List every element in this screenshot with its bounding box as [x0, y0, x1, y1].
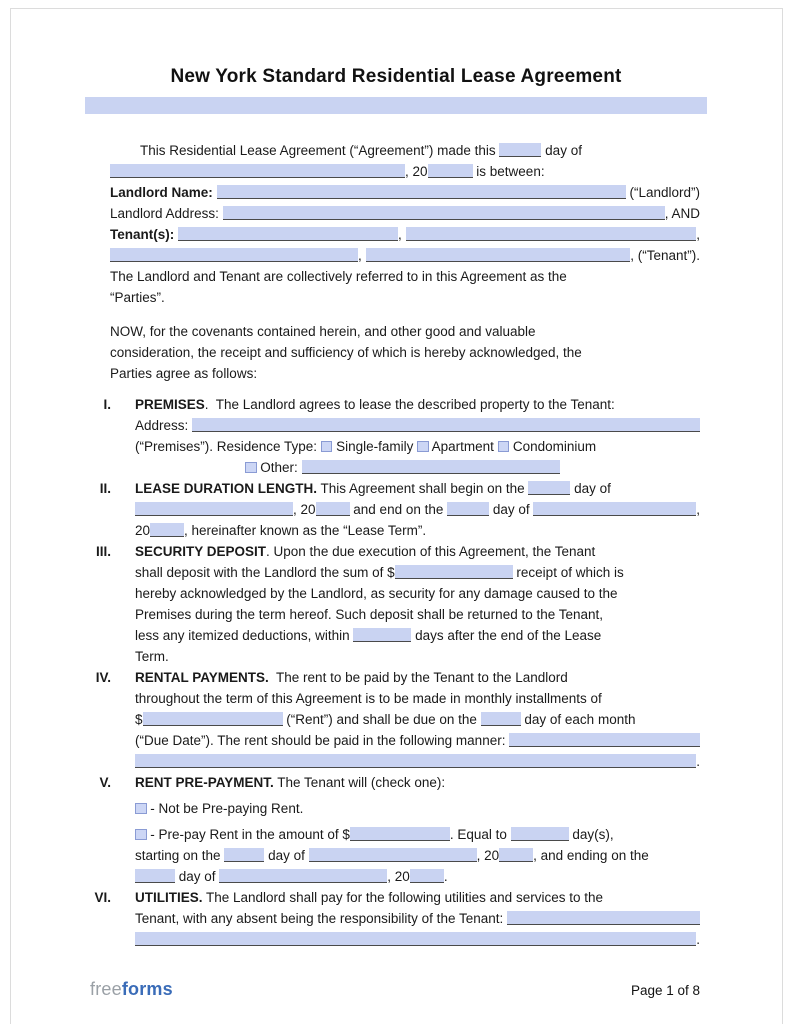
text-segment: .	[696, 932, 700, 947]
section-title: PREMISES	[135, 397, 205, 412]
prepay-end-month-blank[interactable]	[219, 869, 387, 883]
start-day-blank[interactable]	[528, 481, 570, 495]
text-segment: less any itemized deductions, within	[135, 628, 354, 643]
section-number: III.	[95, 544, 111, 559]
text-segment: The Landlord shall pay for the following utilities and services to the	[202, 890, 603, 905]
condominium-checkbox[interactable]	[498, 441, 510, 453]
section-security-deposit	[88, 541, 700, 667]
text-line	[135, 751, 700, 772]
premises-address-blank[interactable]	[192, 418, 700, 432]
security-deposit-amount-blank[interactable]	[395, 565, 513, 579]
text-line	[135, 415, 700, 436]
text-segment: . The Landlord agrees to lease the described property to the Tenant:	[204, 397, 615, 412]
landlord-name-label: Landlord Name:	[110, 185, 217, 200]
section-lease-duration	[88, 478, 700, 541]
prepay-days-blank[interactable]	[511, 827, 569, 841]
text-line	[135, 866, 700, 887]
section-body	[135, 478, 700, 541]
end-year-blank[interactable]	[150, 523, 184, 537]
text-segment: NOW, for the covenants contained herein, and other good and valuable	[110, 324, 536, 339]
section-title: RENT PRE-PAYMENT.	[135, 775, 274, 790]
text-segment: starting on the	[135, 848, 225, 863]
text-line	[135, 457, 700, 478]
landlord-name-blank[interactable]	[217, 185, 626, 199]
text-segment: The rent to be paid by the Tenant to the Landlord	[268, 670, 568, 685]
section-title: LEASE DURATION LENGTH.	[135, 481, 317, 496]
end-month-blank[interactable]	[533, 502, 696, 516]
agreement-year-blank[interactable]	[428, 164, 473, 178]
text-line	[135, 394, 700, 415]
agreement-day-blank[interactable]	[499, 143, 541, 157]
text-segment: (“Rent”) and shall be due on the	[282, 712, 481, 727]
prepay-start-month-blank[interactable]	[309, 848, 477, 862]
text-line	[135, 798, 700, 819]
text-segment: Address:	[135, 418, 193, 433]
section-premises	[88, 394, 700, 478]
intro-paragraph	[110, 140, 700, 308]
payment-manner-blank-1[interactable]	[509, 733, 700, 747]
text-segment: ,	[358, 248, 366, 263]
deduction-days-blank[interactable]	[353, 628, 411, 642]
text-segment: This Agreement shall begin on the	[317, 481, 529, 496]
text-segment: , hereinafter known as the “Lease Term”.	[184, 523, 427, 538]
agreement-month-blank[interactable]	[110, 164, 405, 178]
text-segment: Apartment	[428, 439, 498, 454]
text-segment: 20	[135, 523, 151, 538]
text-segment: Term.	[135, 649, 169, 664]
logo-text-free: free	[90, 979, 122, 999]
text-segment: Other:	[256, 460, 302, 475]
text-segment: , 20	[476, 848, 500, 863]
text-line	[135, 667, 700, 688]
text-segment: , and ending on the	[533, 848, 649, 863]
section-title: UTILITIES.	[135, 890, 203, 905]
utilities-blank-1[interactable]	[507, 911, 700, 925]
text-segment: .	[696, 754, 700, 769]
text-line	[110, 182, 700, 203]
section-body	[135, 772, 700, 887]
text-segment: Parties agree as follows:	[110, 366, 258, 381]
text-segment: , 20	[387, 869, 410, 884]
tenant-name-blank-2[interactable]	[406, 227, 697, 241]
page-number: Page 1 of 8	[630, 983, 700, 998]
text-segment: day of	[489, 502, 534, 517]
text-line	[135, 520, 700, 541]
document-body	[0, 114, 792, 950]
text-segment: - Not be Pre-paying Rent.	[146, 801, 304, 816]
prepay-start-day-blank[interactable]	[224, 848, 264, 862]
section-number: VI.	[94, 890, 111, 905]
text-segment: hereby acknowledged by the Landlord, as security for any damage caused to the	[135, 586, 618, 601]
text-segment: Premises during the term hereof. Such deposit shall be returned to the Tenant,	[135, 607, 604, 622]
prepay-checkbox[interactable]	[135, 829, 147, 841]
section-number: II.	[99, 481, 111, 496]
section-body	[135, 667, 700, 772]
payment-manner-blank-2[interactable]	[135, 754, 696, 768]
text-line	[110, 140, 700, 161]
end-day-blank[interactable]	[447, 502, 489, 516]
text-segment: Condominium	[509, 439, 597, 454]
text-segment: , 20	[405, 164, 428, 179]
text-line	[135, 730, 700, 751]
title-underline-bar	[85, 97, 707, 114]
text-line	[135, 541, 700, 562]
text-line	[135, 583, 700, 604]
text-segment: .	[443, 869, 448, 884]
text-line	[110, 224, 700, 245]
text-segment: day of	[175, 869, 220, 884]
text-segment: . Equal to	[449, 827, 511, 842]
section-number: IV.	[95, 670, 111, 685]
text-segment: The Landlord and Tenant are collectively referred to in this Agreement as the	[110, 269, 567, 284]
text-segment: ,	[398, 227, 406, 242]
text-segment: (“Premises”). Residence Type:	[135, 439, 321, 454]
text-line	[135, 478, 700, 499]
other-residence-checkbox[interactable]	[245, 462, 257, 474]
prepay-end-year-blank[interactable]	[410, 869, 444, 883]
text-line	[135, 929, 700, 950]
freeforms-logo	[90, 979, 173, 1000]
tenants-label: Tenant(s):	[110, 227, 178, 242]
section-rent-prepayment	[88, 772, 700, 887]
text-segment: days after the end of the Lease	[411, 628, 602, 643]
text-line	[110, 363, 700, 384]
text-line	[110, 321, 700, 342]
text-segment: and end on the	[349, 502, 448, 517]
text-line	[110, 266, 700, 287]
prepay-end-day-blank[interactable]	[135, 869, 175, 883]
text-line	[110, 161, 700, 182]
text-segment: (“Landlord”)	[625, 185, 700, 200]
section-number: I.	[103, 397, 111, 412]
text-line	[135, 887, 700, 908]
utilities-blank-2[interactable]	[135, 932, 696, 946]
apartment-checkbox[interactable]	[417, 441, 429, 453]
tenant-name-blank-1[interactable]	[178, 227, 398, 241]
section-title: RENTAL PAYMENTS.	[135, 670, 269, 685]
not-prepaying-checkbox[interactable]	[135, 803, 147, 815]
document-title: New York Standard Residential Lease Agreement	[170, 66, 622, 87]
start-year-blank[interactable]	[316, 502, 350, 516]
text-line	[135, 499, 700, 520]
text-segment: shall deposit with the Landlord the sum of $	[135, 565, 395, 580]
covenants-paragraph	[110, 321, 700, 384]
text-segment: . Upon the due execution of this Agreement, the Tenant	[266, 544, 596, 559]
text-line	[135, 824, 700, 845]
text-segment: consideration, the receipt and sufficiency of which is hereby acknowledged, the	[110, 345, 582, 360]
section-body	[135, 887, 700, 950]
text-segment: day of each month	[520, 712, 636, 727]
text-segment: $	[135, 712, 143, 727]
text-segment: Tenant, with any absent being the responsibility of the Tenant:	[135, 911, 507, 926]
start-month-blank[interactable]	[135, 502, 293, 516]
tenant-name-blank-4[interactable]	[366, 248, 631, 262]
text-line	[135, 562, 700, 583]
text-segment: The Tenant will (check one):	[273, 775, 446, 790]
logo-text-forms: forms	[121, 979, 173, 999]
section-body	[135, 394, 700, 478]
section-utilities	[88, 887, 700, 950]
text-segment: day of	[264, 848, 309, 863]
rent-amount-blank[interactable]	[143, 712, 283, 726]
text-line	[135, 646, 700, 667]
text-line	[135, 845, 700, 866]
section-rental-payments	[88, 667, 700, 772]
text-segment: receipt of which is	[512, 565, 624, 580]
prepay-start-year-blank[interactable]	[499, 848, 533, 862]
landlord-address-blank[interactable]	[223, 206, 665, 220]
text-segment: ,	[696, 227, 700, 242]
text-segment: “Parties”.	[110, 290, 165, 305]
text-line	[135, 625, 700, 646]
text-line	[110, 245, 700, 266]
text-segment: is between:	[472, 164, 545, 179]
text-segment: (“Due Date”). The rent should be paid in the following manner:	[135, 733, 510, 748]
single-family-checkbox[interactable]	[321, 441, 333, 453]
text-segment: , (“Tenant”).	[630, 248, 700, 263]
section-title: SECURITY DEPOSIT	[135, 544, 267, 559]
section-number: V.	[99, 775, 111, 790]
other-residence-blank[interactable]	[302, 460, 560, 474]
text-segment: - Pre-pay Rent in the amount of $	[146, 827, 350, 842]
section-body	[135, 541, 700, 667]
text-line	[135, 604, 700, 625]
text-line	[135, 688, 700, 709]
text-line	[110, 287, 700, 308]
text-segment: This Residential Lease Agreement (“Agreement”) made this	[140, 143, 500, 158]
text-line	[135, 436, 700, 457]
text-line	[135, 709, 700, 730]
text-segment: day of	[541, 143, 582, 158]
tenant-name-blank-3[interactable]	[110, 248, 358, 262]
text-segment: ,	[696, 502, 700, 517]
numbered-sections	[94, 394, 700, 950]
text-segment: day(s),	[568, 827, 614, 842]
text-segment: day of	[570, 481, 611, 496]
text-segment: , 20	[293, 502, 316, 517]
landlord-address-label: Landlord Address:	[110, 206, 223, 221]
prepay-amount-blank[interactable]	[350, 827, 450, 841]
text-line	[135, 772, 700, 793]
text-segment: Single-family	[332, 439, 418, 454]
text-line	[110, 203, 700, 224]
text-line	[135, 908, 700, 929]
text-segment: , AND	[664, 206, 700, 221]
text-line	[110, 342, 700, 363]
rent-due-day-blank[interactable]	[481, 712, 521, 726]
text-segment: throughout the term of this Agreement is to be made in monthly installments of	[135, 691, 602, 706]
page-footer	[0, 979, 792, 1000]
